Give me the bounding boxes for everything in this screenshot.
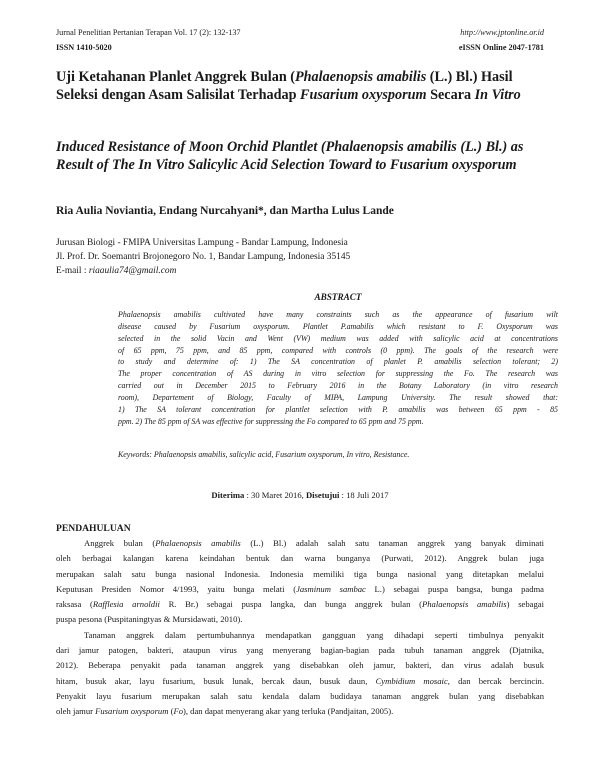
abstract-line: to study and determine of: 1) The SA concentration of planlet P. amabilis selection tolerant; 2) xyxy=(118,357,558,367)
title-id-part1: Uji Ketahanan Planlet Anggrek Bulan ( xyxy=(56,69,295,85)
journal-citation-text: Jurnal Penelitian Pertanian Terapan Vol. 17 (2): 132-137 xyxy=(56,28,241,37)
paragraph-line xyxy=(56,689,544,704)
text-run: R. Br.) sebagai puspa langka, dan bunga anggrek bulan ( xyxy=(159,599,422,610)
section-heading-introduction: PENDAHULUAN xyxy=(56,523,131,534)
title-id-species: Phalaenopsis amabilis xyxy=(294,69,427,85)
paragraph-line xyxy=(56,643,544,658)
text-run: , dan bercak bercincin. xyxy=(447,675,544,686)
title-id-pathogen: Fusarium oxysporum xyxy=(300,87,427,103)
italic-term: Cymbidium mosaic xyxy=(375,675,448,686)
text-run: Anggrek bulan ( xyxy=(84,538,156,548)
email-label: E-mail : xyxy=(56,266,89,276)
received-label: Diterima xyxy=(211,490,245,500)
journal-citation xyxy=(56,28,241,38)
email-line xyxy=(56,264,350,278)
paragraph-line xyxy=(56,582,544,597)
text-run: (L.) Bl.) adalah salah satu tanaman anggrek yang banyak diminati xyxy=(240,538,544,548)
issn: ISSN 1410-5020 xyxy=(56,43,112,52)
accepted-date: : 18 Juli 2017 xyxy=(339,490,389,500)
italic-term: Fusarium oxysporum xyxy=(95,706,169,717)
text-run: dari jamur patogen, bakteri, ataupun virus yang menyerang bagian-bagian pada tubuh tanaman anggrek (Djatnika, xyxy=(56,645,544,656)
accepted-label: Disetujui xyxy=(305,490,340,500)
paragraph-line xyxy=(56,567,544,582)
italic-term: Jasminum sambac xyxy=(296,583,366,594)
paragraph-line xyxy=(56,704,544,719)
abstract-line: selected in the solid Vacin and Went (VW) medium was added with salicylic acid at concentrations xyxy=(118,333,558,343)
paragraph-line xyxy=(56,597,544,612)
email-address[interactable]: riaaulia74@gmail.com xyxy=(88,266,177,276)
italic-term: Fo xyxy=(173,706,183,717)
title-id-part2: (L.) Bl.) Hasil Seleksi dengan Asam Salisilat Terhadap xyxy=(56,69,513,103)
journal-website[interactable]: http://www.jptonline.or.id xyxy=(460,28,544,37)
paragraph-line xyxy=(56,674,544,689)
affiliation-line-2: Jl. Prof. Dr. Soemantri Brojonegoro No. 1, Bandar Lampung, Indonesia 35145 xyxy=(56,252,351,262)
paragraph-line xyxy=(56,551,544,566)
abstract-line: Phalaenopsis amabilis cultivated have many constraints such as the appearance of fusarium wilt xyxy=(118,310,558,319)
eissn: eISSN Online 2047-1781 xyxy=(458,43,544,52)
text-run: puspa pesona (Puspitaningtyas & Mursidawati, 2010). xyxy=(56,614,243,625)
introduction-body xyxy=(56,536,544,720)
authors: Ria Aulia Noviantia, Endang Nurcahyani*, dan Martha Lulus Lande xyxy=(56,205,394,217)
text-run: oleh jamur xyxy=(56,706,96,717)
paragraph-line xyxy=(56,536,544,551)
affiliation-line-1: Jurusan Biologi - FMIPA Universitas Lampung - Bandar Lampung, Indonesia xyxy=(56,238,348,248)
abstract-line: ppm. 2) The 85 ppm of SA was effective for suppressing the Fo compared to 65 ppm and 75 ppm. xyxy=(118,416,424,426)
italic-term: Phalaenopsis amabilis xyxy=(155,538,241,548)
text-run: hitam, busuk akar, layu fusarium, busuk lunak, bercak daun, busuk daun, xyxy=(56,675,376,686)
abstract-line: The proper concentration of AS during in vitro selection for suppressing the Fo. The research was xyxy=(118,369,558,379)
abstract-line: room), Departement of Biology, Faculty of MIPA, Lampung University. The result showed that: xyxy=(118,392,558,402)
title-english: Induced Resistance of Moon Orchid Plantlet (Phalaenopsis amabilis (L.) Bl.) as Result of The In Vitro Salicylic Acid Selection Toward to Fusarium oxysporum xyxy=(56,139,524,173)
text-run: ( xyxy=(168,706,174,717)
title-id-invitro: In Vitro xyxy=(474,87,521,103)
paragraph-line xyxy=(56,612,544,627)
keywords: Keywords: Phalaenopsis amabilis, salicylic acid, Fusarium oxysporum, In vitro, Resistance. xyxy=(118,450,410,459)
abstract-heading: ABSTRACT xyxy=(314,292,362,302)
abstract-line: carried out in December 2015 to February 2016 in the Botany Laboratory (in vitro research xyxy=(118,381,558,391)
received-date: : 30 Maret 2016, xyxy=(244,490,306,500)
italic-term: Rafflesia arnoldii xyxy=(92,599,160,610)
title-id-part3: Secara xyxy=(426,87,475,103)
article-dates xyxy=(0,490,600,500)
abstract-line: disease caused by Fusarium oxysporum. Plantlet P.amabilis which resistant to F. Oxysporum was xyxy=(118,321,558,331)
paragraph-line xyxy=(56,658,544,673)
abstract-body xyxy=(118,309,558,427)
text-run: raksasa ( xyxy=(56,599,93,610)
paragraph-line xyxy=(56,628,544,643)
italic-term: Phalaenopsis amabilis xyxy=(421,599,507,610)
text-run: Tanaman anggrek dalam pertumbuhannya mendapatkan gangguan yang dihadapi seperti timbulnya penyakit xyxy=(84,629,544,640)
abstract-line: 1) The SA tolerant concentration for plantlet selection with P. amabilis was between 65 ppm - 85 xyxy=(118,404,558,414)
abstract-line: of 65 ppm, 75 ppm, and 85 ppm, compared with controls (0 ppm). The goals of the research were xyxy=(118,345,558,355)
text-run: ) sebagai xyxy=(506,599,544,610)
text-run: ), dan dapat menyerang akar yang terluka (Pandjaitan, 2005). xyxy=(183,706,394,717)
text-run: oleh berbagai kalangan karena keindahan bentuk dan warna bunganya (Purwati, 2012). Anggrek bulan juga xyxy=(56,553,544,564)
text-run: Penyakit layu fusarium merupakan salah satu kendala dalam budidaya tanaman anggrek bulan yang disebabkan xyxy=(56,690,544,701)
text-run: L.) sebagai puspa bangsa, bunga padma xyxy=(365,583,544,594)
affiliation xyxy=(56,236,350,278)
text-run: Keputusan Presiden Nomor 4/1993, yaitu bunga melati ( xyxy=(56,583,297,594)
title-indonesian xyxy=(56,68,548,104)
text-run: 2012). Beberapa penyakit pada tanaman anggrek yang disebabkan oleh jamur, bakteri, dan virus adalah busuk xyxy=(56,660,544,671)
text-run: merupakan salah satu bunga nasional Indonesia. Indonesia memiliki tiga bunga nasional yang ditetapkan melalui xyxy=(56,568,544,579)
